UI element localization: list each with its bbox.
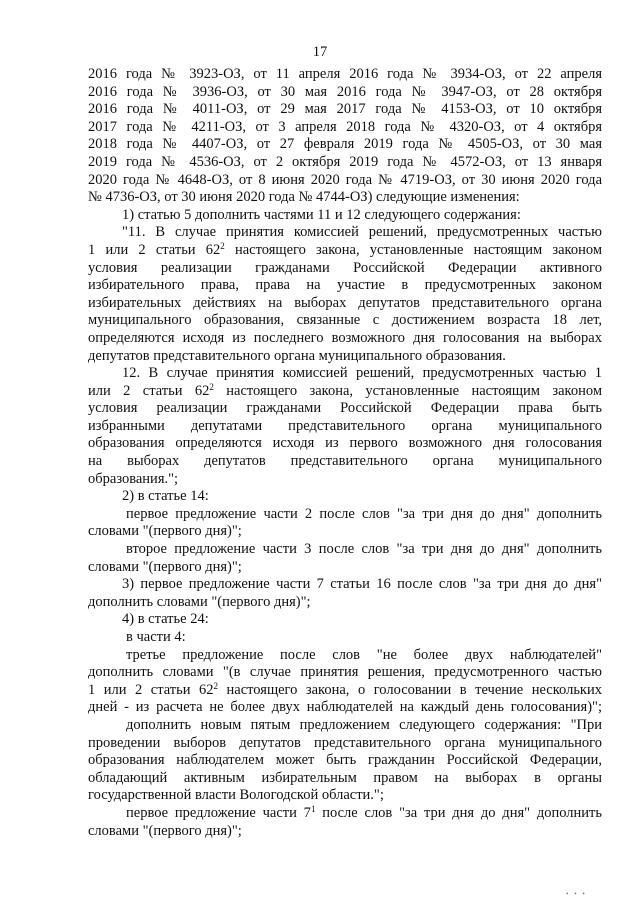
text-line [88,541,602,559]
text-line-content: № 4736-ОЗ, от 30 июня 2020 года № 4744-ОЗ) следующие изменения: [88,189,520,206]
text-line [88,453,602,471]
text-line-content: образования наблюдателем может быть гражданин Российской Федерации, [88,752,602,769]
text-line [88,435,602,453]
text-line-content: дополнить словами "(в случае принятия решения, предусмотренного частью [88,664,602,681]
text-line-content: дополнить словами "(первого дня)"; [88,593,311,610]
text-line [88,330,602,348]
text-line [88,770,602,788]
text-line [88,506,602,524]
text-line-content: избирательных действиях на выборах депутатов представительного органа [88,294,602,311]
text-line [88,136,602,154]
text-line [88,101,602,119]
text-line [88,418,602,436]
text-line-content: дополнить новым пятым предложением следующего содержания: "При [126,716,602,733]
text-line [88,488,602,506]
text-line-content: 2019 года № 4536-ОЗ, от 2 октября 2019 года № 4572-ОЗ, от 13 января [88,153,602,170]
text-line [88,699,602,717]
text-line [88,682,602,700]
text-line-content: дней - из расчета не более двух наблюдателей на каждый день голосования)"; [88,699,602,716]
text-line-content: образования определяются исходя из первого возможного дня голосования [88,435,602,452]
text-line [88,242,602,260]
text-line [88,66,602,84]
text-line-continuation: после слов "за три дня до дня" дополнить [315,804,602,821]
text-line-content: на выборах депутатов представительного органа муниципального [88,453,602,470]
text-line [88,735,602,753]
text-line [88,312,602,330]
text-line [88,629,602,647]
text-line [88,611,602,629]
text-line-content: 1 или 2 статьи 62 [88,241,221,258]
text-line [88,576,602,594]
text-line-content: образования."; [88,470,179,487]
text-line [88,787,602,805]
superscript: 1 [310,803,316,814]
text-line [88,752,602,770]
text-line [88,84,602,102]
superscript: 2 [209,381,214,392]
text-line [88,400,602,418]
text-line-content: 1) статью 5 дополнить частями 11 и 12 следующего содержания: [122,206,521,223]
text-line [88,365,602,383]
text-line [88,559,602,577]
text-line-content: третье предложение после слов "не более двух наблюдателей" [126,646,602,663]
text-line-content: второе предложение части 3 после слов "за три дня до дня" дополнить [126,541,602,558]
text-line-content: государственной власти Вологодской области."; [88,787,384,804]
text-line [88,805,602,823]
text-line-content: 1 или 2 статьи 62 [88,681,214,698]
text-line-content: первое предложение части 7 [126,804,311,821]
text-line [88,664,602,682]
text-line-continuation: настоящего закона, установленные настоящим законом [213,382,602,399]
text-line [88,207,602,225]
text-line-content: 2018 года № 4407-ОЗ, от 27 февраля 2019 года № 4505-ОЗ, от 30 мая [88,136,602,153]
text-line-content: условия реализации гражданами Российской Федерации права быть [88,400,602,417]
text-line [88,594,602,612]
text-line-content: определяются исходя из последнего возможного дня голосования на выборах [88,329,602,346]
text-line [88,224,602,242]
text-line-continuation: настоящего закона, о голосовании в течение нескольких [218,681,602,698]
text-line [88,260,602,278]
text-line-content: 2017 года № 4211-ОЗ, от 3 апреля 2018 года № 4320-ОЗ, от 4 октября [88,118,602,135]
text-line-content: обладающий активным избирательным правом на выборах в органы [88,769,602,786]
text-line-content: в части 4: [126,629,186,645]
text-line-content: муниципального образования, связанные с достижением возраста 18 лет, [88,312,602,329]
text-line-content: 12. В случае принятия комиссией решений, предусмотренных частью 1 [122,365,602,382]
text-line [88,471,602,489]
text-line-content: избирательного права, права на участие в предусмотренных законом [88,277,602,294]
text-line-content: 4) в статье 24: [122,611,209,628]
text-line [88,348,602,366]
text-line [88,523,602,541]
text-line-content: 2) в статье 14: [122,488,209,505]
text-line [88,295,602,313]
text-line-content: словами "(первого дня)"; [88,822,242,839]
text-line [88,154,602,172]
text-line-content: или 2 статьи 62 [88,382,210,399]
text-line-continuation: настоящего закона, установленные настоящим законом [224,241,602,258]
scan-speck: • • • [566,890,587,898]
text-line-content: избранными депутатами представительного органа муниципального [88,417,602,434]
text-line [88,717,602,735]
text-line-content: словами "(первого дня)"; [88,523,242,540]
text-line [88,172,602,190]
superscript: 2 [213,680,219,691]
text-line-content: первое предложение части 2 после слов "за три дня до дня" дополнить [126,505,602,522]
text-line-content: "11. В случае принятия комиссией решений, предусмотренных частью [122,224,602,241]
text-line-content: словами "(первого дня)"; [88,558,242,575]
page-number: 17 [312,44,328,60]
text-line [88,647,602,665]
body-text [88,66,602,840]
text-line-content: 2020 года № 4648-ОЗ, от 8 июня 2020 года № 4719-ОЗ, от 30 июня 2020 года [88,171,602,188]
text-line-content: 3) первое предложение части 7 статьи 16 после слов "за три дня до дня" [122,576,602,593]
superscript: 2 [220,240,225,251]
text-line [88,823,602,841]
text-line-content: 2016 года № 3923-ОЗ, от 11 апреля 2016 года № 3934-ОЗ, от 22 апреля [88,66,602,82]
text-line-content: депутатов представительного органа муниципального образования. [88,347,506,364]
text-line-content: 2016 года № 4011-ОЗ, от 29 мая 2017 года № 4153-ОЗ, от 10 октября [88,101,602,118]
text-line [88,383,602,401]
text-line-content: проведении выборов депутатов представительного органа муниципального [88,734,602,751]
text-line-content: условия реализации гражданами Российской Федерации активного [88,259,602,276]
text-line-content: 2016 года № 3936-ОЗ, от 30 мая 2016 года № 3947-ОЗ, от 28 октября [88,83,602,100]
text-line [88,277,602,295]
text-line [88,119,602,137]
text-line [88,189,602,207]
